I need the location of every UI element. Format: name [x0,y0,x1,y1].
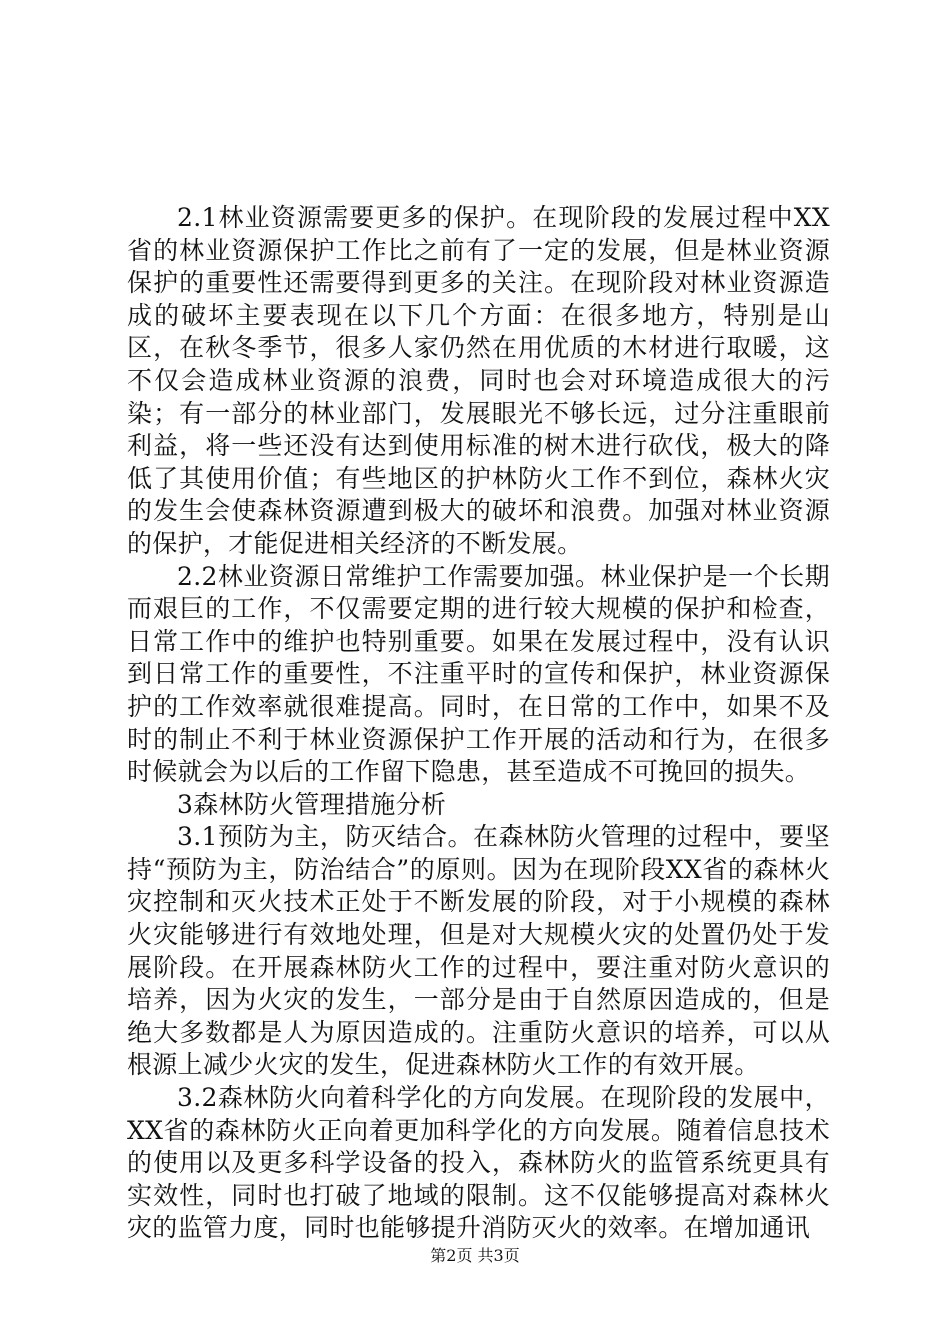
paragraph-3-1: 3.1预防为主，防灭结合。在森林防火管理的过程中，要坚持“预防为主，防治结合”的原则。因为在现阶段XX省的森林火灾控制和灭火技术正处于不断发展的阶段，对于小规模的森林火灾能够进行有效地处理，但是对大规模火灾的处置仍处于发展阶段。在开展森林防火工作的过程中，要注重对防火意识的培养，因为火灾的发生，一部分是由于自然原因造成的，但是绝大多数都是人为原因造成的。注重防火意识的培养，可以从根源上减少火灾的发生，促进森林防火工作的有效开展。 [127,822,830,1080]
paragraph-2-2: 2.2林业资源日常维护工作需要加强。林业保护是一个长期而艰巨的工作，不仅需要定期的进行较大规模的保护和检查，日常工作中的维护也特别重要。如果在发展过程中，没有认识到日常工作的重要性，不注重平时的宣传和保护，林业资源保护的工作效率就很难提高。同时，在日常的工作中，如果不及时的制止不利于林业资源保护工作开展的活动和行为，在很多时候就会为以后的工作留下隐患，甚至造成不可挽回的损失。 [127,561,830,787]
page-footer: 第2页 共3页 [430,1246,520,1265]
document-body [127,202,830,1245]
paragraph-2-1: 2.1林业资源需要更多的保护。在现阶段的发展过程中XX省的林业资源保护工作比之前有了一定的发展，但是林业资源保护的重要性还需要得到更多的关注。在现阶段对林业资源造成的破坏主要表现在以下几个方面：在很多地方，特别是山区，在秋冬季节，很多人家仍然在用优质的木材进行取暖，这不仅会造成林业资源的浪费，同时也会对环境造成很大的污染；有一部分的林业部门，发展眼光不够长远，过分注重眼前利益，将一些还没有达到使用标准的树木进行砍伐，极大的降低了其使用价值；有些地区的护林防火工作不到位，森林火灾的发生会使森林资源遭到极大的破坏和浪费。加强对林业资源的保护，才能促进相关经济的不断发展。 [127,203,830,558]
section-heading-3: 3森林防火管理措施分析 [177,789,447,819]
paragraph-3-2: 3.2森林防火向着科学化的方向发展。在现阶段的发展中，XX省的森林防火正向着更加科学化的方向发展。随着信息技术的使用以及更多科学设备的投入，森林防火的监管系统更具有实效性，同时也打破了地域的限制。这不仅能够提高对森林火灾的监管力度，同时也能够提升消防灭火的效率。在增加通讯 [127,1083,830,1243]
